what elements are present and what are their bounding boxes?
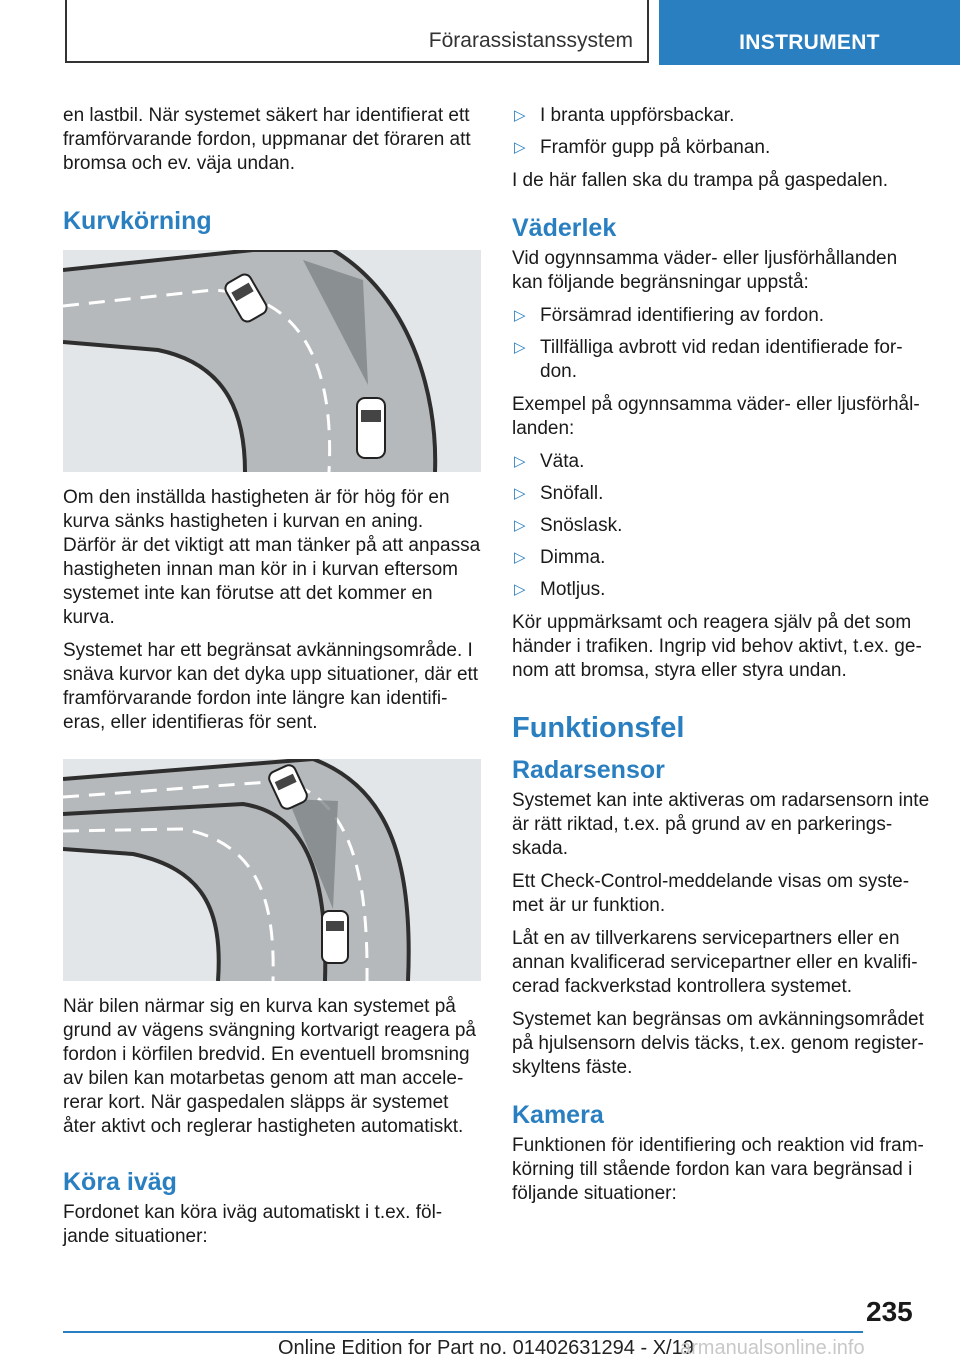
triangle-bullet-icon: ▷ <box>514 339 526 356</box>
curve-illustration-2 <box>63 759 481 981</box>
triangle-bullet-icon: ▷ <box>514 517 526 534</box>
list-item: ▷ Framför gupp på körbanan. <box>514 137 771 158</box>
page-number: 235 <box>866 1296 913 1327</box>
left-column <box>63 104 481 1258</box>
list-item: ▷ Snöfall. <box>514 483 604 504</box>
radar-paragraph-2: Ett Check-Control-meddelande visas om systemet är ur funktion. <box>512 871 910 916</box>
footer-divider <box>63 1331 863 1333</box>
header-section-box <box>65 0 649 63</box>
triangle-bullet-icon: ▷ <box>514 107 526 124</box>
heading-malfunction: Funktionsfel <box>512 712 685 744</box>
triangle-bullet-icon: ▷ <box>514 307 526 324</box>
weather-paragraph-2: Exempel på ogynnsamma väder- eller ljusförhållanden: <box>512 394 920 439</box>
curve-paragraph-3: När bilen närmar sig en kurva kan systemet på grund av vägens svängning kortvarigt reagera på fordon i körfilen bredvid. En eventuell bromsning av bilen kan motarbetas genom att man accelererar kort. När gaspedalen släpps är systemet åter aktivt och reglerar hastigheten automatiskt. <box>63 996 476 1137</box>
header-chapter-tab <box>659 0 960 65</box>
heading-drive-off: Köra iväg <box>63 1168 177 1196</box>
weather-paragraph-1: Vid ogynnsamma väder- eller ljusförhållanden kan följande begränsningar uppstå: <box>512 248 898 293</box>
list-item: ▷ Försämrad identifiering av fordon. <box>514 305 825 326</box>
heading-radar-sensor: Radarsensor <box>512 756 665 784</box>
watermark-text: armanualsonline.info <box>680 1337 865 1359</box>
curve-paragraph-1: Om den inställda hastigheten är för hög för en kurva sänks hastigheten i kurvan en aning. Därför är det viktigt att man tänker på att anpassa hastigheten innan man kör in i kurvan eftersom systemet inte kan förutse att det kommer en kurva. <box>63 487 481 628</box>
list-item: ▷ Väta. <box>514 451 585 472</box>
radar-paragraph-1: Systemet kan inte aktiveras om radarsensorn inte är rätt riktad, t.ex. på grund av en parkeringsskada. <box>512 790 930 859</box>
list-item: ▷ Motljus. <box>514 579 606 600</box>
heading-curve-driving: Kurvkörning <box>63 207 212 235</box>
gas-paragraph: I de här fallen ska du trampa på gaspedalen. <box>512 170 889 191</box>
weather-examples-list <box>512 450 930 602</box>
triangle-bullet-icon: ▷ <box>514 581 526 598</box>
camera-paragraph: Funktionen för identifiering och reaktion vid framkörning till stående fordon kan vara begränsad i följande situationer: <box>512 1135 924 1204</box>
heading-weather: Väderlek <box>512 214 617 242</box>
radar-paragraph-3: Låt en av tillverkarens servicepartners eller en annan kvalificerad servicepartner eller en kvalificerad fackverkstad kontrollera systemet. <box>512 928 918 997</box>
triangle-bullet-icon: ▷ <box>514 485 526 502</box>
list-item: ▷ I branta uppförsbackar. <box>514 105 735 126</box>
header-chapter-label: INSTRUMENT <box>739 31 880 54</box>
triangle-bullet-icon: ▷ <box>514 549 526 566</box>
edition-text: Online Edition for Part no. 01402631294 - X/19 <box>278 1337 694 1359</box>
curve-illustration-1 <box>63 250 481 472</box>
weather-limits-list <box>512 304 930 384</box>
triangle-bullet-icon: ▷ <box>514 139 526 156</box>
intro-paragraph: en lastbil. När systemet säkert har identifierat ett framförvarande fordon, uppmanar det föraren att bromsa och ev. väja undan. <box>63 105 471 174</box>
heading-camera: Kamera <box>512 1101 604 1129</box>
list-item: ▷ Snöslask. <box>514 515 623 536</box>
weather-paragraph-3: Kör uppmärksamt och reagera själv på det som händer i trafiken. Ingrip vid behov aktivt, t.ex. genom att bromsa, styra eller styra undan. <box>512 612 922 681</box>
triangle-bullet-icon: ▷ <box>514 453 526 470</box>
right-column <box>512 104 930 1215</box>
drive-off-list <box>512 104 930 160</box>
curve-paragraph-2: Systemet har ett begränsat avkänningsområde. I snäva kurvor kan det dyka upp situationer, där ett framförvarande fordon inte längre kan identifieras, eller identifieras för sent. <box>63 640 479 733</box>
drive-off-paragraph: Fordonet kan köra iväg automatiskt i t.ex. följande situationer: <box>63 1202 443 1247</box>
car-own-icon <box>357 398 385 458</box>
list-item: ▷ Dimma. <box>514 547 606 568</box>
list-item: ▷ Tillfälliga avbrott vid redan identifierade fordon. <box>514 337 903 382</box>
car-own-icon <box>322 911 348 963</box>
radar-paragraph-4: Systemet kan begränsas om avkänningsområdet på hjulsensorn delvis täcks, t.ex. genom registerskyltens fäste. <box>512 1009 924 1078</box>
header-section-title: Förarassistanssystem <box>428 29 633 52</box>
